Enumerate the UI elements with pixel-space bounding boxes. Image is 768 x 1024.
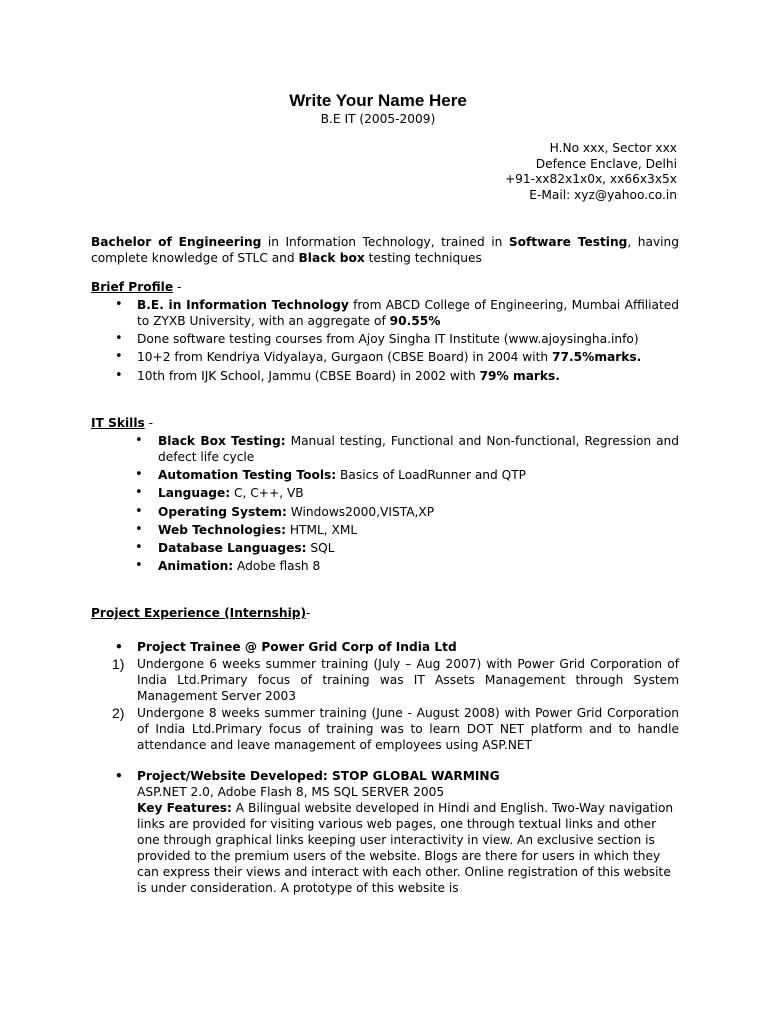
list-item: • Automation Testing Tools: Basics of LoadRunner and QTP bbox=[135, 467, 527, 483]
bullet-icon: • bbox=[115, 640, 123, 654]
list-item: 2) Undergone 8 weeks summer training (June - August 2008) with Power Grid Corporation of India Ltd.Primary focus of training was to learn DOT NET platform and to handle attendance and leave management of employees using ASP.NET bbox=[112, 705, 679, 752]
trainee-title: • Project Trainee @ Power Grid Corp of India Ltd bbox=[115, 640, 457, 654]
list-item: • Operating System: Windows2000,VISTA,XP bbox=[135, 503, 435, 519]
bullet-icon: • bbox=[115, 297, 123, 312]
website-features: Key Features: A Bilingual website developed in Hindi and English. Two-Way navigation links are provided for visiting various web pages, one through textual links and other one through graphical links keeping user interactivity in view. An exclusive section is provided to the premium users of the website. Blogs are there for users in which they can express their views and interact with each other. Online registration of this website is under consideration. A prototype of this website is bbox=[137, 801, 674, 895]
phone-line: +91-xx82x1x0x, xx66x3x5x bbox=[504, 172, 677, 186]
bullet-icon: • bbox=[135, 433, 143, 448]
career-summary bbox=[91, 234, 679, 266]
address-line-1: H.No xxx, Sector xxx bbox=[549, 141, 677, 155]
bullet-icon: • bbox=[115, 331, 123, 347]
list-item: • B.E. in Information Technology from ABCD College of Engineering, Mumbai Affiliated to ZYXB University, with an aggregate of 90.55% bbox=[115, 297, 679, 328]
list-number: 1) bbox=[112, 656, 125, 672]
bullet-icon: • bbox=[115, 769, 123, 783]
list-item: 1) Undergone 6 weeks summer training (July – Aug 2007) with Power Grid Corporation of India Ltd.Primary focus of training was IT Assets Management through System Management Server 2003 bbox=[112, 656, 679, 703]
contact-block bbox=[505, 141, 677, 203]
candidate-name: Write Your Name Here bbox=[289, 91, 467, 110]
brief-profile-heading: Brief Profile - bbox=[91, 280, 182, 294]
bullet-icon: • bbox=[115, 349, 123, 365]
summary-skill: Software Testing bbox=[508, 235, 628, 249]
summary-text-2: , having complete knowledge of STLC and bbox=[91, 235, 680, 265]
address-line-2: Defence Enclave, Delhi bbox=[535, 156, 677, 171]
summary-technique: Black box bbox=[298, 251, 365, 265]
training-list bbox=[91, 656, 679, 754]
degree-line: B.E IT (2005-2009) bbox=[320, 112, 436, 126]
bullet-icon: • bbox=[135, 558, 143, 574]
website-tech: ASP.NET 2.0, Adobe Flash 8, MS SQL SERVER 2005 bbox=[137, 785, 445, 799]
bullet-icon: • bbox=[135, 539, 143, 555]
trainee-project bbox=[91, 639, 679, 655]
list-item: • Animation: Adobe flash 8 bbox=[135, 558, 321, 574]
summary-degree: Bachelor of Engineering bbox=[91, 235, 262, 249]
summary-text-1: in Information Technology, trained in bbox=[261, 235, 509, 249]
bullet-icon: • bbox=[135, 485, 143, 501]
list-item: • 10th from IJK School, Jammu (CBSE Board) in 2002 with 79% marks. bbox=[115, 367, 560, 383]
list-item: • Language: C, C++, VB bbox=[135, 485, 304, 501]
website-project bbox=[91, 768, 679, 896]
bullet-icon: • bbox=[135, 467, 143, 483]
list-item: • 10+2 from Kendriya Vidyalaya, Gurgaon (CBSE Board) in 2004 with 77.5%marks. bbox=[115, 349, 642, 365]
project-experience-heading: Project Experience (Internship)- bbox=[91, 606, 311, 620]
list-item: • Done software testing courses from Ajoy Singha IT Institute (www.ajoysingha.info) bbox=[115, 331, 639, 347]
list-item: • Black Box Testing: Manual testing, Functional and Non-functional, Regression and defect life cycle bbox=[135, 433, 679, 464]
bullet-icon: • bbox=[135, 521, 143, 537]
bullet-icon: • bbox=[135, 503, 143, 519]
list-item: • Database Languages: SQL bbox=[135, 539, 335, 555]
list-item: • Web Technologies: HTML, XML bbox=[135, 521, 358, 537]
list-number: 2) bbox=[112, 705, 125, 721]
brief-profile-list bbox=[91, 297, 679, 386]
website-title: • Project/Website Developed: STOP GLOBAL WARMING bbox=[115, 769, 500, 783]
summary-text-3: testing techniques bbox=[364, 251, 482, 265]
email-line: E-Mail: xyz@yahoo.co.in bbox=[529, 187, 677, 202]
bullet-icon: • bbox=[115, 367, 123, 383]
it-skills-list bbox=[91, 433, 679, 576]
it-skills-heading: IT Skills - bbox=[91, 416, 154, 430]
